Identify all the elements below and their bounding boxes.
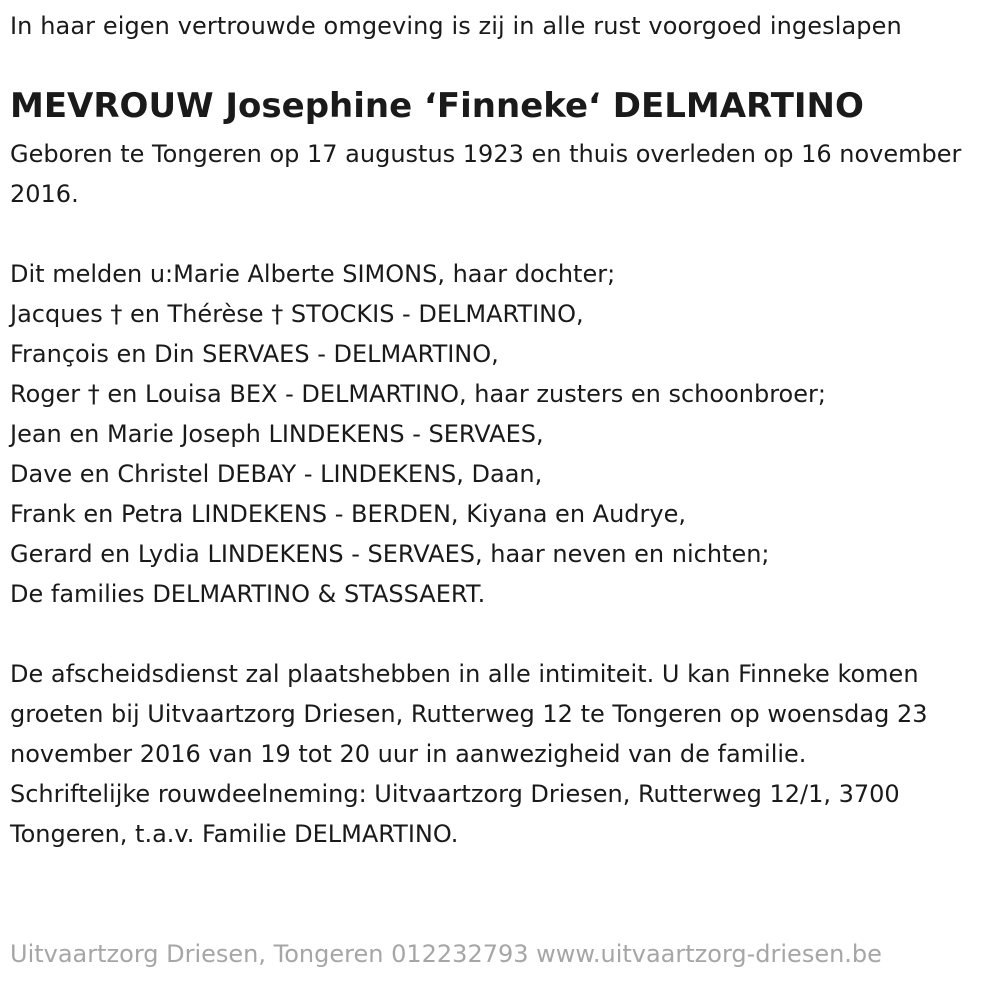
family-line: Roger † en Louisa BEX - DELMARTINO, haar zusters en schoonbroer; [10, 380, 826, 408]
footer-company: Uitvaartzorg Driesen, Tongeren [10, 940, 384, 968]
family-line: Jacques † en Thérèse † STOCKIS - DELMARTINO, [10, 300, 584, 328]
motto-text: In haar eigen vertrouwde omgeving is zij in alle rust voorgoed ingeslapen [10, 12, 902, 40]
footer-website: www.uitvaartzorg-driesen.be [536, 940, 882, 968]
funeral-home-footer [10, 934, 882, 974]
footer-phone: 012232793 [391, 940, 529, 968]
family-line: Jean en Marie Joseph LINDEKENS - SERVAES, [10, 420, 544, 448]
family-line: Frank en Petra LINDEKENS - BERDEN, Kiyana en Audrye, [10, 500, 686, 528]
family-list [10, 254, 826, 614]
family-line: Dit melden u:Marie Alberte SIMONS, haar dochter; [10, 260, 616, 288]
family-line: De families DELMARTINO & STASSAERT. [10, 580, 486, 608]
service-text: De afscheidsdienst zal plaatshebben in alle intimiteit. U kan Finneke komen groeten bij Uitvaartzorg Driesen, Rutterweg 12 te Tongeren op woensdag 23 november 2016 van 19 tot 20 uur in aanwezigheid van de familie. [10, 660, 928, 768]
family-line: François en Din SERVAES - DELMARTINO, [10, 340, 499, 368]
deceased-name-heading: MEVROUW Josephine ‘Finneke‘ DELMARTINO [10, 86, 864, 126]
family-line: Dave en Christel DEBAY - LINDEKENS, Daan, [10, 460, 543, 488]
condolence-text: Schriftelijke rouwdeelneming: Uitvaartzorg Driesen, Rutterweg 12/1, 3700 Tongeren, t.a.v. Familie DELMARTINO. [10, 780, 900, 848]
service-info [10, 654, 985, 854]
family-line: Gerard en Lydia LINDEKENS - SERVAES, haar neven en nichten; [10, 540, 770, 568]
birth-death-text: Geboren te Tongeren op 17 augustus 1923 en thuis overleden op 16 november 2016. [10, 140, 962, 208]
